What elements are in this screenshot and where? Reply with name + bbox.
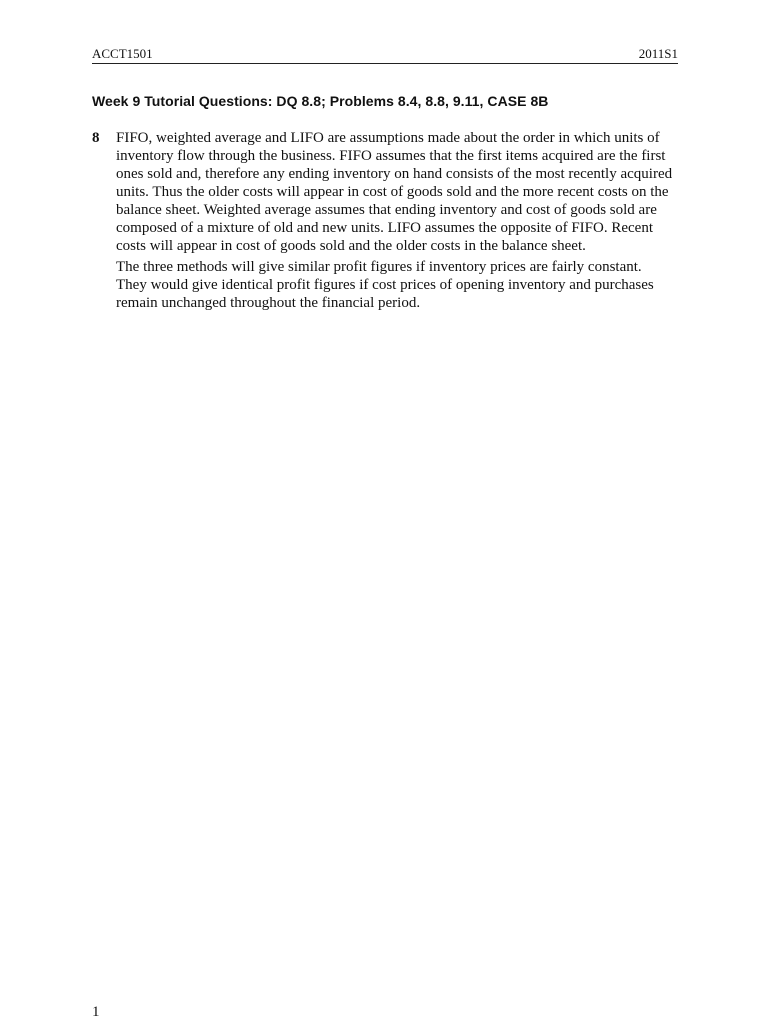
term-code: 2011S1 (638, 46, 678, 61)
document-title: Week 9 Tutorial Questions: DQ 8.8; Problems 8.4, 8.8, 9.11, CASE 8B (92, 93, 549, 109)
answer-paragraph-2 (116, 258, 680, 312)
question-number: 8 (92, 130, 100, 146)
text-line: units. Thus the older costs will appear in cost of goods sold and the more recent costs on the (116, 184, 669, 200)
page-header (92, 44, 678, 64)
answer-paragraph-1 (116, 129, 680, 255)
text-line: The three methods will give similar profit figures if inventory prices are fairly constant. (116, 259, 642, 275)
text-line: composed of a mixture of old and new units. LIFO assumes the opposite of FIFO. Recent (116, 220, 653, 236)
text-line: ones sold and, therefore any ending inventory on hand consists of the most recently acquired (116, 166, 673, 182)
text-line: costs will appear in cost of goods sold and the older costs in the balance sheet. (116, 238, 586, 254)
page-number: 1 (92, 1004, 100, 1020)
text-line: remain unchanged throughout the financial period. (116, 295, 421, 311)
text-line: balance sheet. Weighted average assumes that ending inventory and cost of goods sold are (116, 202, 657, 218)
course-code: ACCT1501 (92, 46, 153, 61)
text-line: inventory flow through the business. FIFO assumes that the first items acquired are the first (116, 148, 666, 164)
text-line: FIFO, weighted average and LIFO are assumptions made about the order in which units of (116, 130, 660, 146)
text-line: They would give identical profit figures if cost prices of opening inventory and purchases (116, 277, 654, 293)
